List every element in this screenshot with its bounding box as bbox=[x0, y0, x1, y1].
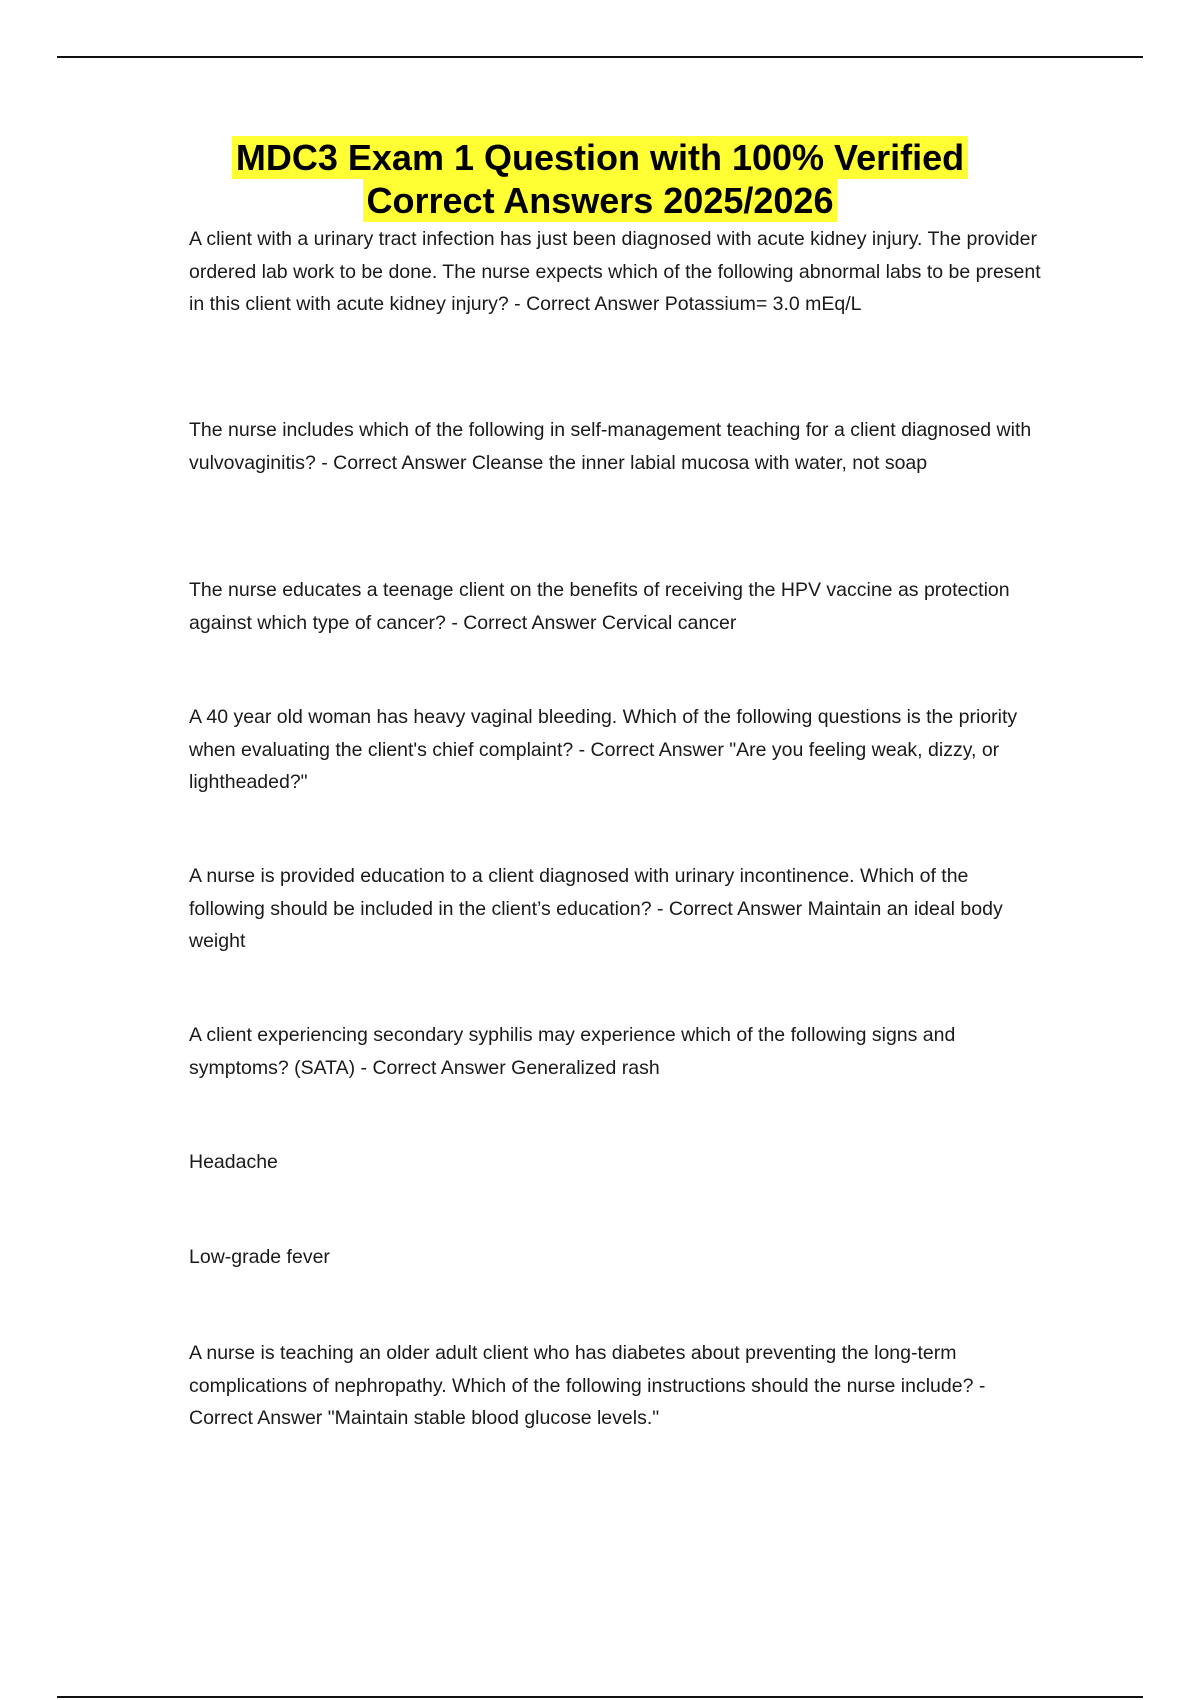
qa-item-4: A 40 year old woman has heavy vaginal bleeding. Which of the following questions is the priority when evaluating the client's chief complaint? - Correct Answer "Are you feeling weak, dizzy, or lightheaded?" bbox=[189, 706, 1018, 793]
qa-item-3: The nurse educates a teenage client on the benefits of receiving the HPV vaccine as protection against which type of cancer? - Correct Answer Cervical cancer bbox=[189, 579, 1010, 634]
header-rule bbox=[57, 56, 1143, 58]
title-line-1: MDC3 Exam 1 Question with 100% Verified bbox=[232, 136, 968, 179]
qa-item-2: The nurse includes which of the following in self-management teaching for a client diagnosed with vulvovaginitis? - Correct Answer Cleanse the inner labial mucosa with water, not soap bbox=[189, 419, 1032, 474]
qa-item-6: A client experiencing secondary syphilis may experience which of the following signs and symptoms? (SATA) - Correct Answer Generalized rash bbox=[189, 1024, 956, 1079]
footer-rule bbox=[57, 1696, 1143, 1698]
qa-item-9: A nurse is teaching an older adult client who has diabetes about preventing the long-term complications of nephropathy. Which of the following instructions should the nurse include? - Correct Answer "Maintain stable blood glucose levels." bbox=[189, 1342, 986, 1429]
qa-item-1: A client with a urinary tract infection has just been diagnosed with acute kidney injury. The provider ordered lab work to be done. The nurse expects which of the following abnormal labs to be present in this client with acute kidney injury? - Correct Answer Potassium= 3.0 mEq/L bbox=[189, 228, 1041, 315]
qa-item-5: A nurse is provided education to a client diagnosed with urinary incontinence. Which of the following should be included in the client’s education? - Correct Answer Maintain an ideal body weight bbox=[189, 865, 1003, 952]
qa-item-8: Low-grade fever bbox=[189, 1246, 330, 1268]
qa-item-7: Headache bbox=[189, 1151, 278, 1173]
title-line-2: Correct Answers 2025/2026 bbox=[363, 179, 838, 222]
document-title bbox=[100, 136, 1100, 222]
